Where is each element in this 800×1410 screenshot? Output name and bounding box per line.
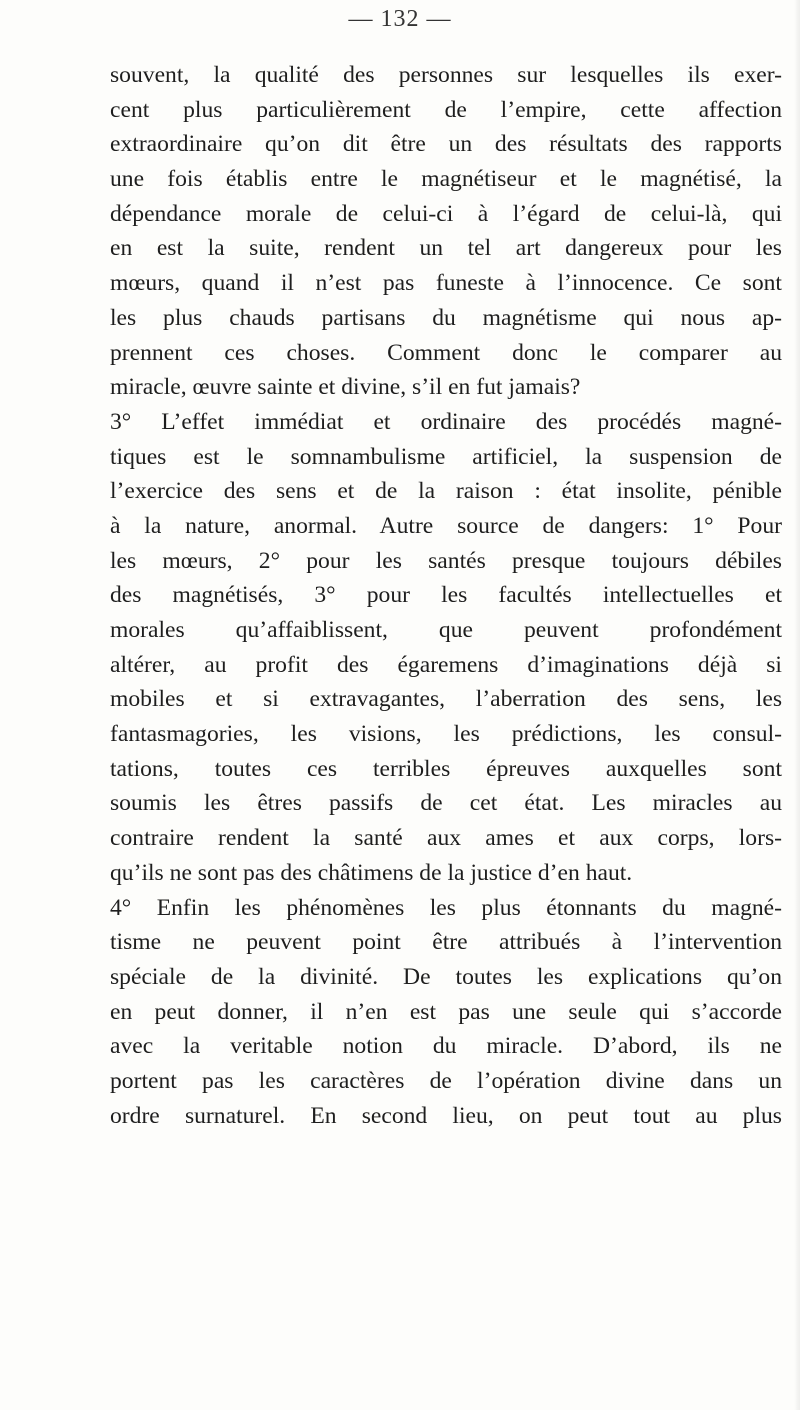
text-line: qu’ils ne sont pas des châtimens de la justice d’en haut. <box>110 859 633 886</box>
text-line: à la nature, anormal. Autre source de dangers: 1° Pour <box>110 512 782 539</box>
text-line: soumis les êtres passifs de cet état. Les miracles au <box>110 790 782 817</box>
text-line: l’exercice des sens et de la raison : état insolite, pénible <box>110 478 782 505</box>
text-line: les mœurs, 2° pour les santés presque toujours débiles <box>110 547 782 574</box>
page-number: — 132 — <box>348 6 452 32</box>
page-edge-shadow <box>794 0 800 1410</box>
text-line: mobiles et si extravagantes, l’aberration des sens, les <box>110 686 782 713</box>
text-line: 3° L’effet immédiat et ordinaire des procédés magné- <box>110 408 782 435</box>
text-line: miracle, œuvre sainte et divine, s’il en fut jamais? <box>110 374 581 401</box>
text-line: altérer, au profit des égaremens d’imaginations déjà si <box>110 651 782 678</box>
text-line: prennent ces choses. Comment donc le comparer au <box>110 339 782 366</box>
text-line: 4° Enfin les phénomènes les plus étonnants du magné- <box>110 894 782 921</box>
text-line: tiques est le somnambulisme artificiel, la suspension de <box>110 443 782 470</box>
text-line: des magnétisés, 3° pour les facultés intellectuelles et <box>110 582 782 609</box>
text-line: en est la suite, rendent un tel art dangereux pour les <box>110 235 782 262</box>
text-line: spéciale de la divinité. De toutes les explications qu’on <box>110 963 782 990</box>
text-line: en peut donner, il n’en est pas une seule qui s’accorde <box>110 998 782 1025</box>
text-line: tisme ne peuvent point être attribués à l’intervention <box>110 929 782 956</box>
text-line: extraordinaire qu’on dit être un des résultats des rapports <box>110 131 782 158</box>
text-line: mœurs, quand il n’est pas funeste à l’innocence. Ce sont <box>110 270 782 297</box>
text-line: les plus chauds partisans du magnétisme qui nous ap- <box>110 304 782 331</box>
text-line: contraire rendent la santé aux ames et aux corps, lors- <box>110 825 782 852</box>
text-line: avec la veritable notion du miracle. D’abord, ils ne <box>110 1033 782 1060</box>
text-line: fantasmagories, les visions, les prédictions, les consul- <box>110 721 782 748</box>
text-line: dépendance morale de celui-ci à l’égard de celui-là, qui <box>110 200 782 227</box>
text-line: souvent, la qualité des personnes sur lesquelles ils exer- <box>110 62 782 88</box>
text-line: morales qu’affaiblissent, que peuvent profondément <box>110 617 782 643</box>
text-line: portent pas les caractères de l’opération divine dans un <box>110 1067 782 1094</box>
text-line: tations, toutes ces terribles épreuves auxquelles sont <box>110 755 782 782</box>
text-line: une fois établis entre le magnétiseur et le magnétisé, la <box>110 166 782 193</box>
text-line: ordre surnaturel. En second lieu, on peut tout au plus <box>110 1102 782 1129</box>
text-line: cent plus particulièrement de l’empire, cette affection <box>110 96 782 123</box>
body-text <box>110 58 782 1133</box>
